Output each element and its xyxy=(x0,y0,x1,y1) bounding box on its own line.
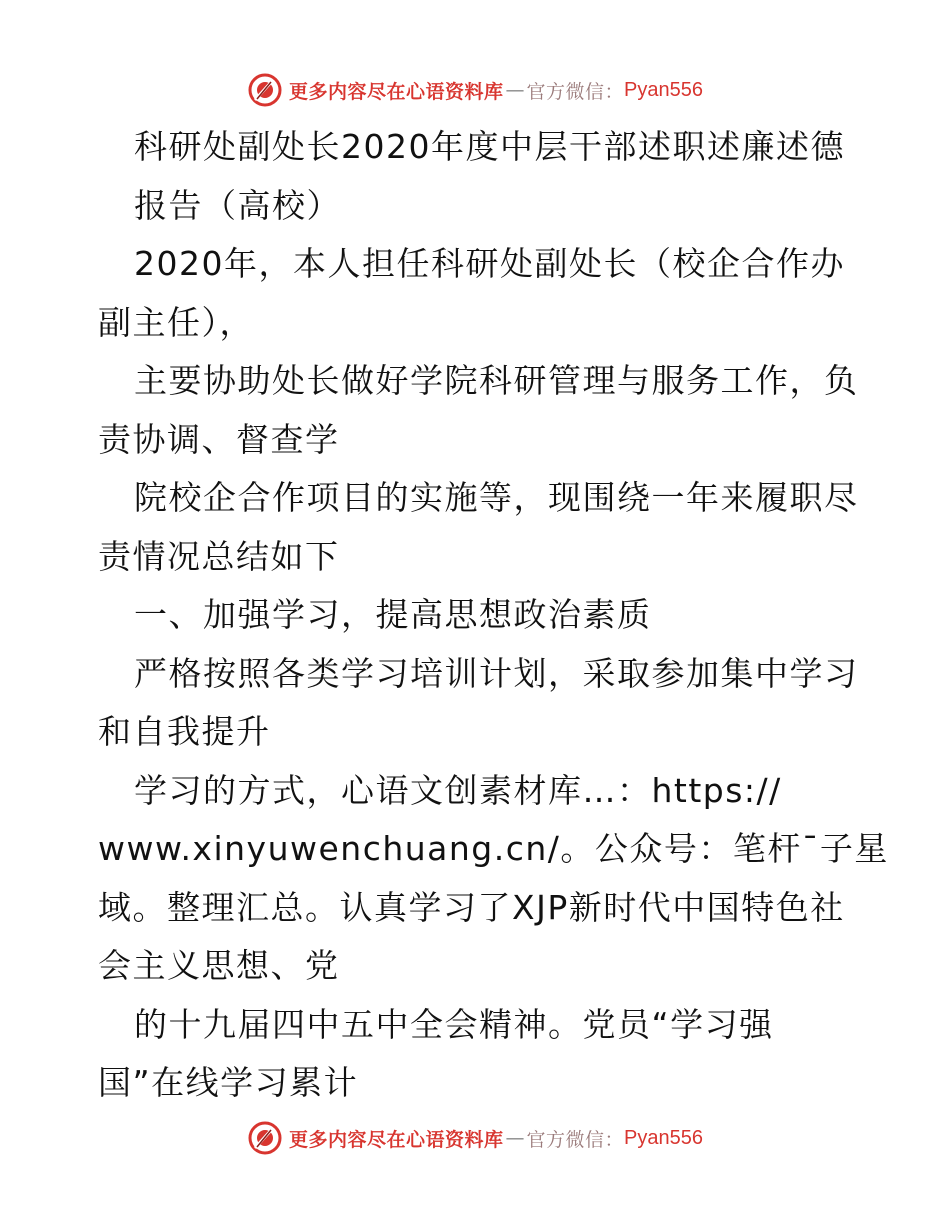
paragraph-line: 域。整理汇总。认真学习了XJP新时代中国特色社 xyxy=(98,887,845,927)
section-heading: 一、加强学习，提高思想政治素质 xyxy=(134,595,652,634)
watermark-wechat-id: Pyan556 xyxy=(624,1126,703,1149)
header-watermark xyxy=(0,70,950,110)
paragraph-line: 主要协助处长做好学院科研管理与服务工作，负 xyxy=(134,361,859,400)
paragraph-line: 会主义思想、党 xyxy=(98,946,340,985)
paragraph-line: 责协调、督查学 xyxy=(98,419,340,459)
watermark-dash: — xyxy=(505,79,525,101)
paragraph-line: 院校企合作项目的实施等，现围绕一年来履职尽 xyxy=(134,478,859,517)
paragraph-line: 的十九届四中五中全会精神。党员“学习强 xyxy=(134,1004,774,1044)
watermark-text: 更多内容尽在心语资料库 xyxy=(289,1128,504,1151)
document-title-line: 报告（高校） xyxy=(134,185,341,225)
paragraph-line: 责情况总结如下 xyxy=(98,536,340,576)
watermark-wechat-label: 官方微信： xyxy=(526,1128,625,1151)
paragraph-line: 学习的方式，心语文创素材库…：https:// xyxy=(134,770,782,810)
document-body xyxy=(98,118,889,1113)
watermark-text: 更多内容尽在心语资料库 xyxy=(289,80,504,103)
logo-icon xyxy=(247,1120,283,1156)
paragraph-line: 国”在线学习累计 xyxy=(98,1063,359,1102)
paragraph-line: 和自我提升 xyxy=(98,712,271,751)
watermark-wechat-label: 官方微信： xyxy=(526,80,625,103)
paragraph-line: 严格按照各类学习培训计划，采取参加集中学习 xyxy=(134,653,859,693)
paragraph-line: 副主任）， xyxy=(98,302,254,342)
watermark-wechat-id: Pyan556 xyxy=(624,78,703,101)
paragraph-line: 2020年，本人担任科研处副处长（校企合作办 xyxy=(134,244,845,283)
logo-icon xyxy=(247,72,283,108)
paragraph-line: www.xinyuwenchuang.cn/。公众号：笔杆¯子星 xyxy=(98,829,889,868)
footer-watermark xyxy=(0,1118,950,1158)
document-title-line: 科研处副处长2020年度中层干部述职述廉述德 xyxy=(134,127,845,166)
watermark-dash: — xyxy=(505,1127,525,1149)
